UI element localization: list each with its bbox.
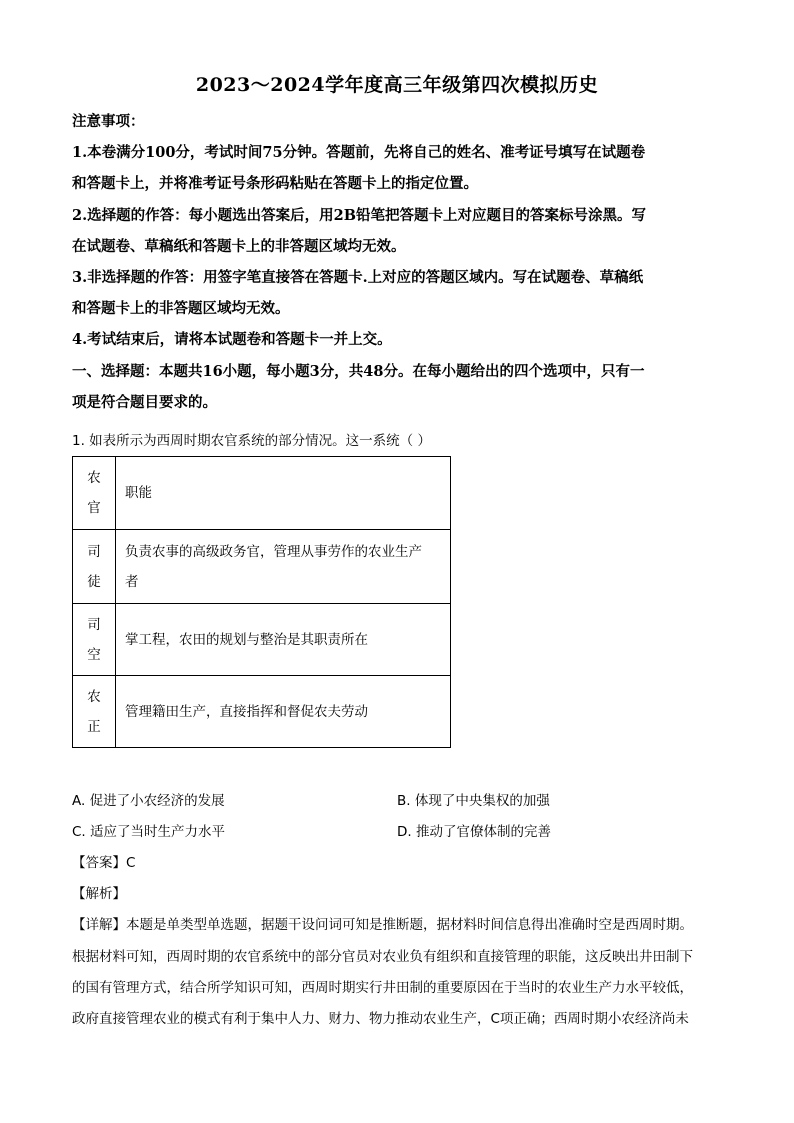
notice-line: 3.非选择题的作答：用签字笔直接答在答题卡.上对应的答题区域内。写在试题卷、草稿纸	[72, 269, 644, 286]
explanation-line: 根据材料可知，西周时期的农官系统中的部分官员对农业负有组织和直接管理的职能，这反映出井田制下	[72, 949, 693, 965]
cell-char: 官	[87, 500, 101, 516]
cell-char: 司	[87, 616, 101, 633]
cell-char: 农	[87, 470, 101, 486]
analysis-heading: 【解析】	[72, 886, 126, 902]
notice-line: 1.本卷满分100分，考试时间75分钟。答题前，先将自己的姓名、准考证号填写在试题卷	[72, 144, 646, 161]
table-cell-duty	[116, 530, 451, 604]
notice-line: 和答题卡上，并将准考证号条形码粘贴在答题卡上的指定位置。	[72, 175, 478, 192]
explanation-line: 政府直接管理农业的模式有利于集中人力、财力、物力推动农业生产，C项正确；西周时期小农经济尚未	[72, 1011, 689, 1027]
cell-text: 职能	[125, 485, 152, 501]
answer-label: 【答案】C	[72, 855, 136, 871]
option-a: A. 促进了小农经济的发展	[72, 793, 225, 809]
table-cell-title	[73, 457, 116, 530]
table-row	[73, 457, 451, 530]
notice-line: 在试题卷、草稿纸和答题卡上的非答题区域均无效。	[72, 238, 406, 255]
cell-char: 空	[87, 646, 101, 663]
option-c: C. 适应了当时生产力水平	[72, 824, 226, 840]
cell-text: 者	[125, 573, 139, 590]
table-cell-duty	[116, 676, 451, 748]
notice-heading: 注意事项：	[72, 113, 145, 130]
cell-text: 管理籍田生产，直接指挥和督促农夫劳动	[125, 703, 368, 720]
notice-line: 2.选择题的作答：每小题选出答案后，用2B铅笔把答题卡上对应题目的答案标号涂黑。写	[72, 207, 646, 224]
table-cell-duty	[116, 604, 451, 676]
table-cell-duty	[116, 457, 451, 530]
cell-char: 司	[87, 543, 101, 560]
cell-char: 徒	[87, 573, 101, 590]
notice-line: 和答题卡上的非答题区域均无效。	[72, 300, 290, 317]
explanation-line: 【详解】本题是单类型单选题，据题干设问词可知是推断题，据材料时间信息得出准确时空是西周时期。	[72, 917, 693, 933]
table-row	[73, 676, 451, 748]
cell-text: 负责农事的高级政务官，管理从事劳作的农业生产	[125, 543, 422, 560]
explanation-line: 的国有管理方式，结合所学知识可知，西周时期实行井田制的重要原因在于当时的农业生产力水平较低，	[72, 980, 693, 996]
section-heading-line: 一、选择题：本题共16小题，每小题3分，共48分。在每小题给出的四个选项中，只有一	[72, 363, 645, 380]
notice-line: 4.考试结束后，请将本试题卷和答题卡一并上交。	[72, 331, 392, 348]
cell-text: 掌工程，农田的规划与整治是其职责所在	[125, 631, 368, 648]
table-row	[73, 604, 451, 676]
question-stem: 1. 如表所示为西周时期农官系统的部分情况。这一系统（ ）	[72, 433, 431, 449]
table-row	[73, 530, 451, 604]
cell-char: 正	[87, 718, 101, 735]
table-cell-title	[73, 530, 116, 604]
official-table	[72, 456, 451, 748]
cell-char: 农	[87, 688, 101, 705]
option-d: D. 推动了官僚体制的完善	[397, 824, 551, 840]
option-b: B. 体现了中央集权的加强	[397, 793, 550, 809]
page-title: 2023～2024学年度高三年级第四次模拟历史	[195, 74, 599, 96]
table-cell-title	[73, 604, 116, 676]
section-heading-line: 项是符合题目要求的。	[72, 394, 217, 411]
table-cell-title	[73, 676, 116, 748]
